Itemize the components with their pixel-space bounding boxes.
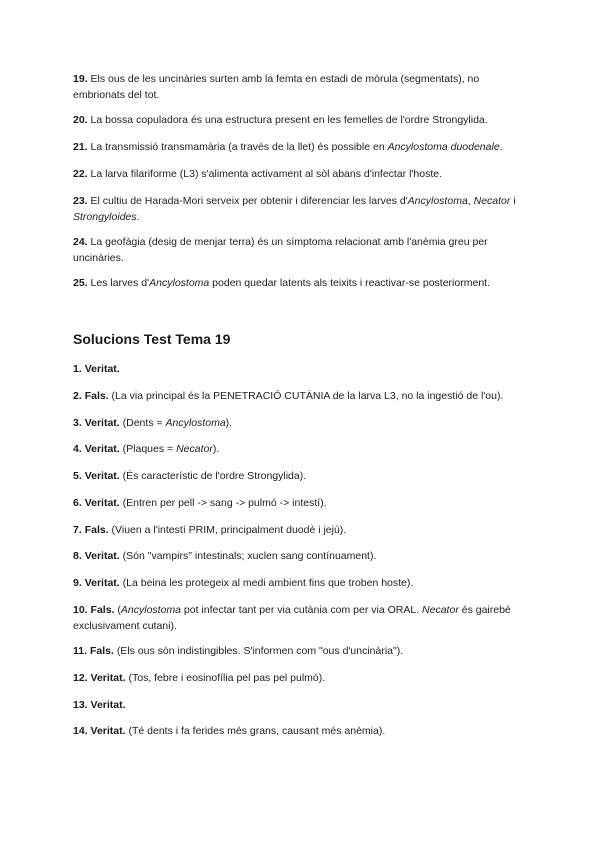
question-23 — [73, 193, 533, 225]
solution-12 — [73, 670, 533, 686]
solution-verdict: Fals. — [90, 604, 115, 616]
solution-5 — [73, 468, 533, 484]
species-name: Strongyloides — [73, 211, 137, 223]
solution-explanation: és gairebé exclusivament cutani). — [73, 604, 511, 632]
solution-10 — [73, 602, 533, 634]
solution-number: 8. — [73, 550, 82, 562]
solution-explanation: (La via principal és la PENETRACIÓ CUTÀNIA de la larva L3, no la ingestió de l'ou). — [111, 390, 504, 402]
solution-6 — [73, 495, 533, 511]
solution-explanation: (És característic de l'ordre Strongylida). — [122, 470, 307, 482]
solution-explanation: (La beina les protegeix al medi ambient fins que troben hoste). — [122, 577, 414, 589]
solution-explanation: (Dents = — [122, 417, 166, 429]
question-text: El cultiu de Harada-Mori serveix per obtenir i diferenciar les larves d' — [90, 195, 408, 207]
solution-2 — [73, 388, 533, 404]
species-name: Necator — [176, 443, 213, 455]
species-name: Necator — [473, 195, 511, 207]
solution-number: 14. — [73, 725, 88, 737]
species-name: Ancylostoma — [149, 277, 210, 289]
question-24 — [73, 234, 533, 266]
solution-explanation: ( — [117, 604, 121, 616]
question-number: 20. — [73, 114, 88, 126]
solution-number: 9. — [73, 577, 82, 589]
question-text: . — [136, 211, 140, 223]
solution-number: 11. — [73, 645, 88, 657]
question-number: 23. — [73, 195, 88, 207]
solution-9 — [73, 575, 533, 591]
solution-number: 13. — [73, 699, 88, 711]
solution-verdict: Veritat. — [90, 672, 126, 684]
solution-number: 10. — [73, 604, 88, 616]
question-number: 22. — [73, 168, 88, 180]
question-text: La bossa copuladora és una estructura present en les femelles de l'ordre Strongylida. — [90, 114, 488, 126]
solution-explanation: ). — [212, 443, 220, 455]
solution-number: 4. — [73, 443, 82, 455]
question-text: Les larves d' — [90, 277, 150, 289]
solution-8 — [73, 548, 533, 564]
solution-13 — [73, 697, 533, 713]
solution-7 — [73, 522, 533, 538]
question-text: Els ous de les uncinàries surten amb la femta en estadi de mòrula (segmentats), no embrionats del tot. — [73, 73, 480, 101]
solution-explanation: (Entren per pell -> sang -> pulmó -> intestí). — [122, 497, 327, 509]
solutions-heading: Solucions Test Tema 19 — [73, 331, 231, 347]
question-21 — [73, 139, 533, 155]
solution-explanation: (Són "vampirs" intestinals; xuclen sang contínuament). — [122, 550, 377, 562]
solution-explanation: (Els ous són indistingibles. S'informen com "ous d'uncinària"). — [116, 645, 404, 657]
solution-number: 2. — [73, 390, 82, 402]
question-number: 19. — [73, 73, 88, 85]
solution-verdict: Veritat. — [84, 417, 120, 429]
species-name: Necator — [422, 604, 459, 616]
question-number: 25. — [73, 277, 88, 289]
question-text: poden quedar latents als teixits i reactivar-se posteriorment. — [209, 277, 490, 289]
solution-explanation: (Viuen a l'intestí PRIM, principalment duodè i jejú). — [111, 524, 347, 536]
question-19 — [73, 71, 533, 103]
question-number: 21. — [73, 141, 88, 153]
solution-explanation: (Plaques = — [122, 443, 177, 455]
solution-verdict: Veritat. — [84, 497, 120, 509]
solution-verdict: Veritat. — [90, 725, 126, 737]
solution-number: 3. — [73, 417, 82, 429]
solution-11 — [73, 643, 533, 659]
solution-verdict: Veritat. — [84, 577, 120, 589]
question-20 — [73, 112, 533, 128]
question-22 — [73, 166, 533, 182]
species-name: Ancylostoma duodenale — [387, 141, 500, 153]
solution-number: 5. — [73, 470, 82, 482]
question-text: La larva filariforme (L3) s'alimenta activament al sòl abans d'infectar l'hoste. — [90, 168, 443, 180]
solution-verdict: Veritat. — [90, 699, 126, 711]
solution-explanation: (Té dents i fa ferides més grans, causant més anèmia). — [128, 725, 386, 737]
question-text: i — [510, 195, 516, 207]
solution-14 — [73, 723, 533, 739]
solution-verdict: Veritat. — [84, 470, 120, 482]
solution-explanation: pot infectar tant per via cutània com per via ORAL. — [181, 604, 423, 616]
question-text: La transmissió transmamària (a través de la llet) és possible en — [90, 141, 388, 153]
solution-number: 7. — [73, 524, 82, 536]
solution-number: 12. — [73, 672, 88, 684]
solution-verdict: Veritat. — [84, 550, 120, 562]
solution-4 — [73, 441, 533, 457]
solution-explanation: (Tos, febre i eosinofília pel pas pel pulmó). — [128, 672, 326, 684]
solution-number: 6. — [73, 497, 82, 509]
species-name: Ancylostoma — [165, 417, 226, 429]
question-text: , — [467, 195, 474, 207]
solution-verdict: Veritat. — [84, 363, 120, 375]
question-25 — [73, 275, 533, 291]
solution-verdict: Veritat. — [84, 443, 120, 455]
solution-verdict: Fals. — [84, 524, 109, 536]
species-name: Ancylostoma — [120, 604, 181, 616]
solution-verdict: Fals. — [84, 390, 109, 402]
question-text: . — [499, 141, 503, 153]
question-number: 24. — [73, 236, 88, 248]
solution-verdict: Fals. — [89, 645, 114, 657]
species-name: Ancylostoma — [407, 195, 468, 207]
solution-number: 1. — [73, 363, 82, 375]
solution-1 — [73, 361, 533, 377]
solution-3 — [73, 415, 533, 431]
solution-explanation: ). — [225, 417, 233, 429]
question-text: La geofàgia (desig de menjar terra) és un símptoma relacionat amb l'anèmia greu per uncinàries. — [73, 236, 488, 264]
